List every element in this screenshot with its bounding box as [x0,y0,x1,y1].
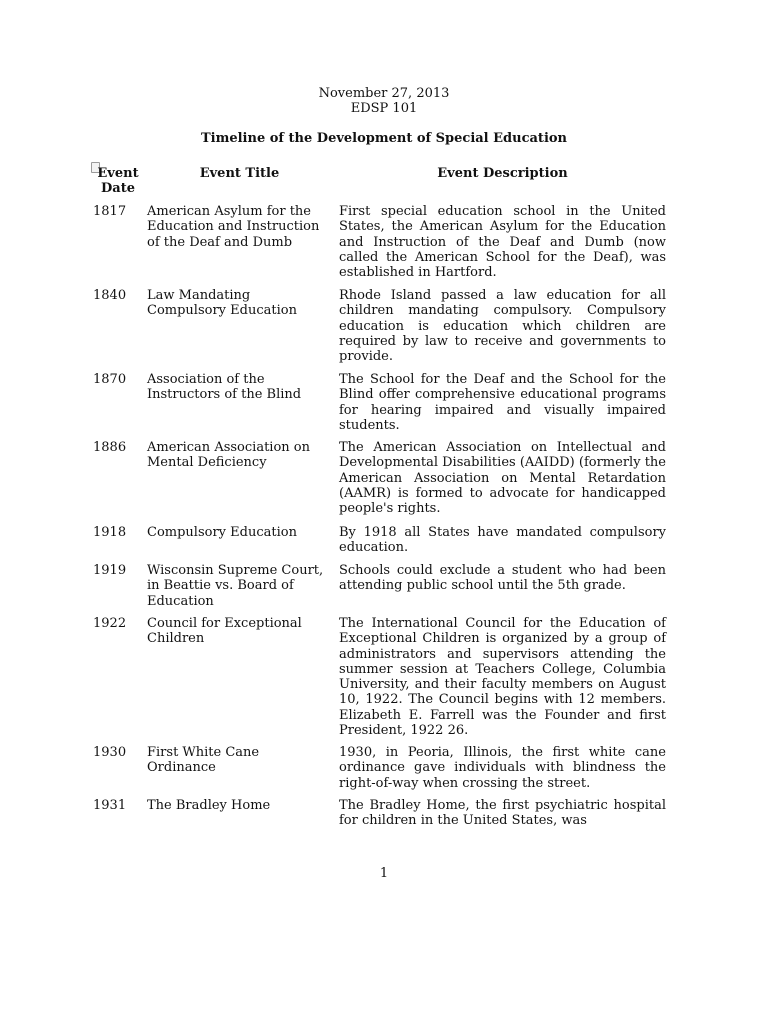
event-date: 1870 [93,372,127,387]
event-title: Compulsory Education [147,525,297,540]
event-date: 1922 [93,616,127,631]
event-description: The International Council for the Education of Exceptional Children is organized by a group of administrators and supervisors attending the summer session at Teachers College, Columbia University, and their faculty members on August 10, 1922. The Council begins with 12 members. Elizabeth E. Farrell was the Founder and first President, 1922 26. [339,616,666,739]
column-header-title: Event Title [199,166,280,181]
event-title: American Association on Mental Deficiency [147,440,310,471]
event-date: 1931 [93,798,127,813]
event-description: The School for the Deaf and the School for the Blind offer comprehensive educational programs for hearing impaired and visually impaired students. [339,372,666,433]
event-description: Schools could exclude a student who had been attending public school until the 5th grade. [339,563,666,594]
event-description: By 1918 all States have mandated compulsory education. [339,525,666,556]
event-date: 1930 [93,745,127,760]
document-date: November 27, 2013 [318,86,450,101]
event-date: 1817 [93,204,127,219]
event-description: Rhode Island passed a law education for all children mandating compulsory. Compulsory education is education which children are required by law to receive and governments to provide. [339,288,666,365]
column-header-date: Event Date [97,166,139,196]
event-date: 1919 [93,563,127,578]
event-date: 1918 [93,525,127,540]
column-header-description: Event Description [437,166,568,181]
event-title: Law Mandating Compulsory Education [147,288,297,319]
event-title: Council for Exceptional Children [147,616,302,647]
event-title: The Bradley Home [147,798,271,813]
event-description: 1930, in Peoria, Illinois, the first white cane ordinance gave individuals with blindness the right-of-way when crossing the street. [339,745,666,791]
event-title: Association of the Instructors of the Blind [147,372,302,403]
course-code: EDSP 101 [350,101,418,116]
page-number: 1 [379,866,389,881]
event-description: First special education school in the United States, the American Asylum for the Education and Instruction of the Deaf and Dumb (now called the American School for the Deaf), was established in Hartford. [339,204,666,281]
event-description: The Bradley Home, the first psychiatric hospital for children in the United States, was [339,798,666,829]
event-title: American Asylum for the Education and Instruction of the Deaf and Dumb [147,204,320,250]
document-title: Timeline of the Development of Special Education [200,131,568,146]
event-title: Wisconsin Supreme Court, in Beattie vs. Board of Education [147,563,324,609]
event-date: 1840 [93,288,127,303]
event-date: 1886 [93,440,127,455]
event-description: The American Association on Intellectual and Developmental Disabilities (AAIDD) (formerly the American Association on Mental Retardation (AAMR) is formed to advocate for handicapped people's rights. [339,440,666,517]
event-title: First White Cane Ordinance [147,745,260,776]
